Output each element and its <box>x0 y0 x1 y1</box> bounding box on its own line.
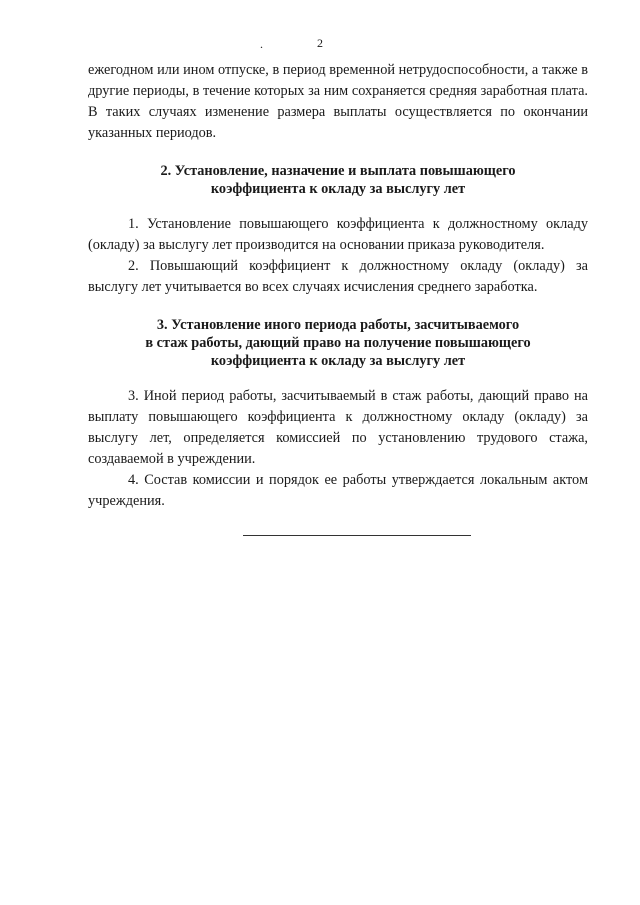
intro-paragraph: ежегодном или ином отпуске, в период временной нетрудоспособности, а также в другие периоды, в течение которых за ним сохраняется средняя заработная плата. В таких случаях изменение размера выплаты осуществляется по окончании указанных периодов. <box>88 62 588 141</box>
section-3-title-line-2: в стаж работы, дающий право на получение повышающего <box>145 335 531 351</box>
end-of-document-rule <box>243 535 471 536</box>
page-number: 2 <box>317 36 323 50</box>
section-2-paragraph-1: 1. Установление повышающего коэффициента к должностному окладу (окладу) за выслугу лет производится на основании приказа руководителя. <box>88 216 588 253</box>
stray-dot-mark: . <box>260 37 263 51</box>
document-body <box>88 60 588 512</box>
section-2-title-line-2: коэффициента к окладу за выслугу лет <box>210 181 466 197</box>
section-2-title-line-1: 2. Установление, назначение и выплата повышающего <box>160 163 516 179</box>
section-3-title-line-1: 3. Установление иного периода работы, засчитываемого <box>156 317 520 333</box>
section-2-paragraph-2: 2. Повышающий коэффициент к должностному окладу (окладу) за выслугу лет учитывается во всех случаях исчисления среднего заработка. <box>88 258 588 295</box>
section-3-paragraph-4: 4. Состав комиссии и порядок ее работы утверждается локальным актом учреждения. <box>88 472 588 509</box>
section-2-title <box>88 162 588 198</box>
section-3-title-line-3: коэффициента к окладу за выслугу лет <box>210 353 466 369</box>
section-3-paragraph-3: 3. Иной период работы, засчитываемый в стаж работы, дающий право на выплату повышающего коэффициента к должностному окладу (окладу) за выслугу лет, определяется комиссией по установлению трудового стажа, создаваемой в учреждении. <box>88 388 588 467</box>
section-3-title <box>88 316 588 370</box>
